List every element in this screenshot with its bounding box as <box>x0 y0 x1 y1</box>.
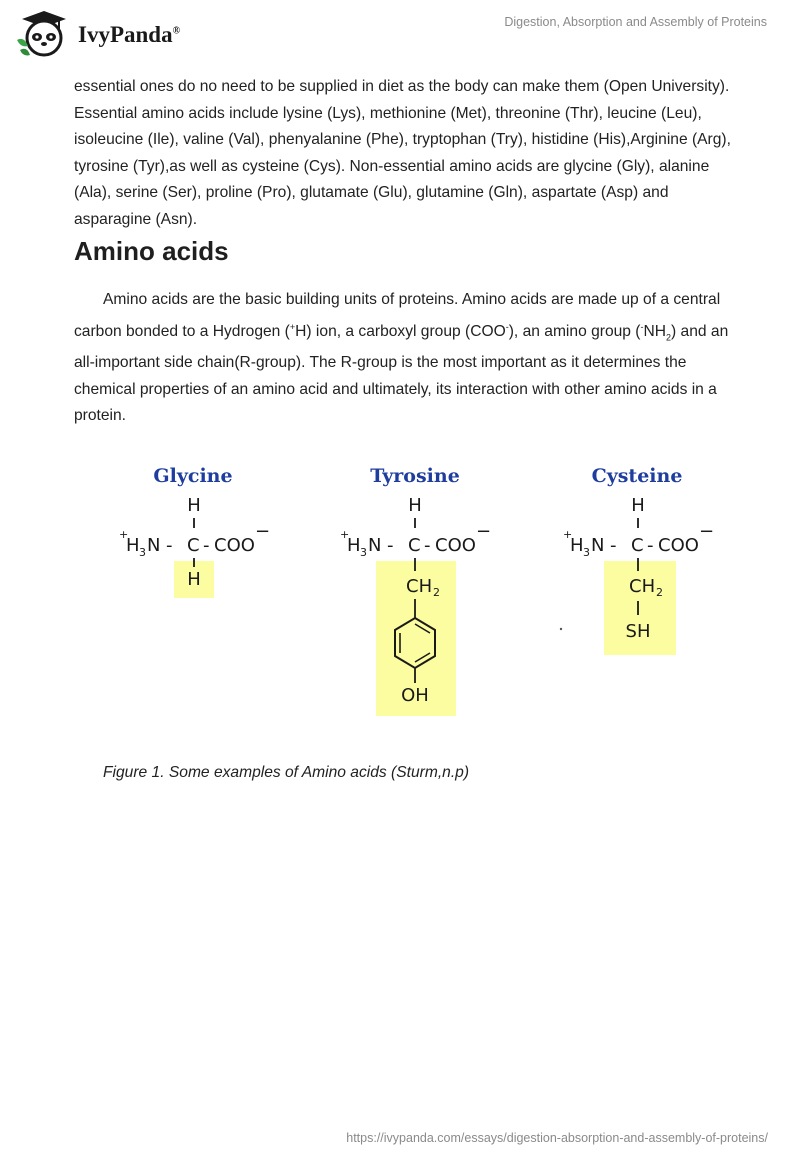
cysteine-top-h: H <box>631 495 645 516</box>
panda-icon <box>14 8 66 60</box>
stray-dot <box>560 628 562 630</box>
tyrosine-plus: + <box>340 528 350 541</box>
paragraph-essential-amino-acids: essential ones do no need to be supplied in diet as the body can make them (Open University). Essential amino acids include lysine (Lys), methionine (Met), threonine (Thr), leucine (Leu), isoleucine (Ile), valine (Val), phenyalanine (Phe), tryptophan (Try), histidine (His),Arginine (Arg), tyrosine (Tyr),as well as cysteine (Cys). Non-essential amino acids are glycine (Gly), alanine (Ala), serine (Ser), proline (Pro), glutamate (Glu), glutamine (Gln), aspartate (Asp) and asparagine (Asn). <box>74 78 731 228</box>
cysteine-c: C <box>631 535 644 556</box>
tyrosine-label: Tyrosine <box>370 465 460 487</box>
glycine-three: 3 <box>139 546 146 559</box>
tyrosine-ch-sub: 2 <box>433 586 440 599</box>
glycine-minus: − <box>255 521 271 542</box>
paragraph-amino-acids-definition: Amino acids are the basic building units of proteins. Amino acids are made up of a central carbon bonded to a Hydrogen (+H) ion, a carboxyl group (COO-), an amino group $(^-NH_2)$ and an all-important side chain(R-group). The R-group is the most important as it determines the chemical properties of an amino acid and ultimately, its interaction with other amino acids in a protein. <box>74 291 729 425</box>
tyrosine-structure <box>340 465 491 706</box>
cysteine-coo: COO <box>658 535 699 556</box>
tyrosine-ch: CH <box>406 576 433 597</box>
glycine-dash1: - <box>166 535 173 556</box>
cysteine-dash2: - <box>647 535 654 556</box>
cysteine-ch-sub: 2 <box>656 586 663 599</box>
tyrosine-n: N <box>368 535 382 556</box>
logo-text: IvyPanda® <box>78 22 181 47</box>
tyrosine-three: 3 <box>360 546 367 559</box>
glycine-label: Glycine <box>153 465 233 487</box>
cysteine-sh: SH <box>625 621 651 642</box>
cysteine-dash1: - <box>610 535 617 556</box>
document-title: Digestion, Absorption and Assembly of Proteins <box>504 15 767 29</box>
cysteine-label: Cysteine <box>591 465 683 487</box>
amino-acid-figure <box>110 455 715 725</box>
glycine-structure <box>119 465 270 590</box>
glycine-side-h: H <box>187 569 201 590</box>
tyrosine-dash1: - <box>387 535 394 556</box>
cysteine-three: 3 <box>583 546 590 559</box>
cysteine-minus: − <box>699 521 715 542</box>
footer-url[interactable]: https://ivypanda.com/essays/digestion-absorption-and-assembly-of-proteins/ <box>346 1131 768 1145</box>
tyrosine-coo: COO <box>435 535 476 556</box>
tyrosine-minus: − <box>476 521 492 542</box>
glycine-plus: + <box>119 528 129 541</box>
section-heading-amino-acids: Amino acids <box>74 236 229 266</box>
figure-caption: Figure 1. Some examples of Amino acids (Sturm,n.p) <box>103 764 470 781</box>
tyrosine-dash2: - <box>424 535 431 556</box>
glycine-h: H <box>126 535 140 556</box>
page-header <box>0 0 800 64</box>
cysteine-n: N <box>591 535 605 556</box>
glycine-top-h: H <box>187 495 201 516</box>
cysteine-ch: CH <box>629 576 656 597</box>
ivypanda-logo[interactable] <box>14 8 254 60</box>
tyrosine-h: H <box>347 535 361 556</box>
tyrosine-top-h: H <box>408 495 422 516</box>
cysteine-h: H <box>570 535 584 556</box>
tyrosine-oh: OH <box>401 685 429 706</box>
glycine-n: N <box>147 535 161 556</box>
glycine-coo: COO <box>214 535 255 556</box>
tyrosine-c: C <box>408 535 421 556</box>
cysteine-plus: + <box>563 528 573 541</box>
glycine-dash2: - <box>203 535 210 556</box>
glycine-c: C <box>187 535 200 556</box>
amino-acid-structures <box>110 455 715 725</box>
